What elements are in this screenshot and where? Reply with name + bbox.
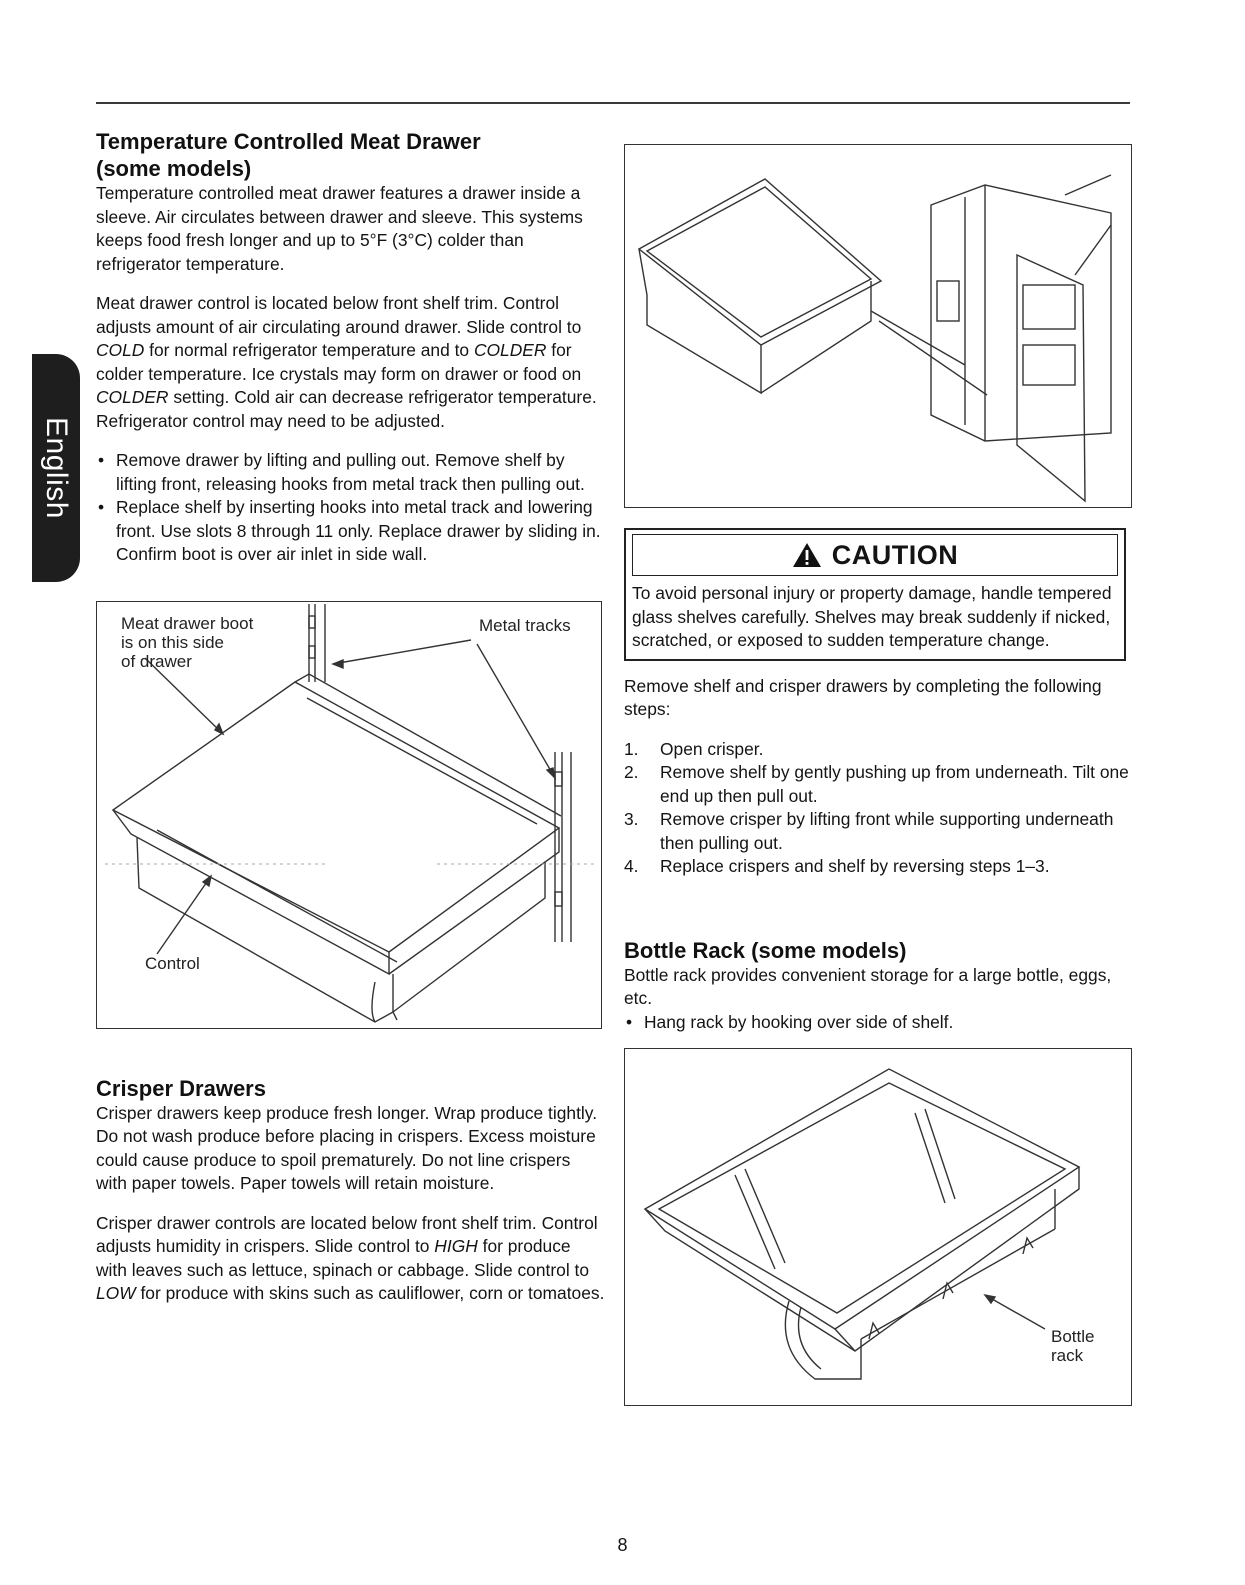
page-number: 8 — [617, 1535, 628, 1555]
list-item: 3. Remove crisper by lifting front while supporting underneath then pulling out. — [624, 809, 1114, 853]
list-item: 1. Open crisper. — [624, 738, 764, 759]
list-item: 4. Replace crispers and shelf by reversing steps 1–3. — [624, 856, 1050, 876]
bottle-rack-title: Bottle Rack (some models) — [624, 937, 907, 963]
list-item: • Replace shelf by inserting hooks into metal track and lowering front. Use slots 8 through 11 only. Replace drawer by sliding in. Confirm boot is over air inlet in side wall. — [96, 496, 606, 567]
meat-drawer-title — [96, 128, 606, 182]
meat-drawer-bullets — [96, 449, 606, 567]
caution-text: To avoid personal injury or property damage, handle tempered glass shelves carefully. Shelves may break suddenly if nicked, scratched, or exposed to sudden temperature change. — [632, 583, 1112, 650]
control-label: Control — [145, 953, 200, 973]
crisper-removal-figure — [624, 144, 1132, 508]
crisper-para1: Crisper drawers keep produce fresh longer. Wrap produce tightly. Do not wash produce before placing in crispers. Excess moisture could cause produce to spoil prematurely. Do not line crispers with paper towels. Paper towels will retain moisture. — [96, 1102, 598, 1193]
bottle-rack-label: Bottle rack — [1051, 1327, 1095, 1365]
caution-heading: CAUTION — [831, 539, 959, 570]
caution-box — [624, 528, 1126, 661]
metal-tracks-label: Metal tracks — [479, 615, 571, 635]
language-tab — [32, 354, 80, 582]
right-column — [624, 144, 1134, 1406]
list-item: 2. Remove shelf by gently pushing up from underneath. Tilt one end up then pull out. — [624, 762, 1129, 806]
bottle-rack-figure — [624, 1048, 1132, 1406]
meat-drawer-title-line2: (some models) — [96, 156, 252, 181]
remove-shelf-steps — [624, 738, 1134, 879]
meat-drawer-para2: Meat drawer control is located below front shelf trim. Control adjusts amount of air circulating around drawer. Slide control to COLD for normal refrigerator temperature and to COLDER for colder temperature. Ice crystals may form on drawer or food on COLDER setting. Cold air can decrease refrigerator temperature. Refrigerator control may need to be adjusted. — [96, 293, 597, 431]
top-rule — [96, 102, 1130, 104]
left-column — [96, 128, 606, 1322]
list-item: • Hang rack by hooking over side of shelf. — [624, 1011, 1134, 1035]
remove-shelf-intro: Remove shelf and crisper drawers by completing the following steps: — [624, 675, 1102, 719]
list-item: • Remove drawer by lifting and pulling out. Remove shelf by lifting front, releasing hooks from metal track then pulling out. — [96, 449, 606, 496]
warning-icon — [792, 542, 822, 568]
meat-drawer-figure — [96, 601, 602, 1029]
bottle-rack-para: Bottle rack provides convenient storage for a large bottle, eggs, etc. — [624, 964, 1112, 1008]
meat-drawer-title-line1: Temperature Controlled Meat Drawer — [96, 129, 481, 154]
crisper-refrigerator-illustration — [625, 145, 1133, 509]
boot-label: Meat drawer boot is on this side of drawer — [121, 613, 254, 671]
bottle-rack-bullets — [624, 1011, 1134, 1035]
crisper-para2: Crisper drawer controls are located below front shelf trim. Control adjusts humidity in crispers. Slide control to HIGH for produce with leaves such as lettuce, spinach or cabbage. Slide control to LOW for produce with skins such as cauliflower, corn or tomatoes. — [96, 1212, 605, 1303]
crisper-title: Crisper Drawers — [96, 1075, 266, 1101]
meat-drawer-para1: Temperature controlled meat drawer features a drawer inside a sleeve. Air circulates between drawer and sleeve. This systems keeps food fresh longer and up to 5°F (3°C) colder than refrigerator temperature. — [96, 183, 583, 274]
language-tab-label: English — [40, 417, 73, 519]
caution-header — [632, 534, 1118, 576]
